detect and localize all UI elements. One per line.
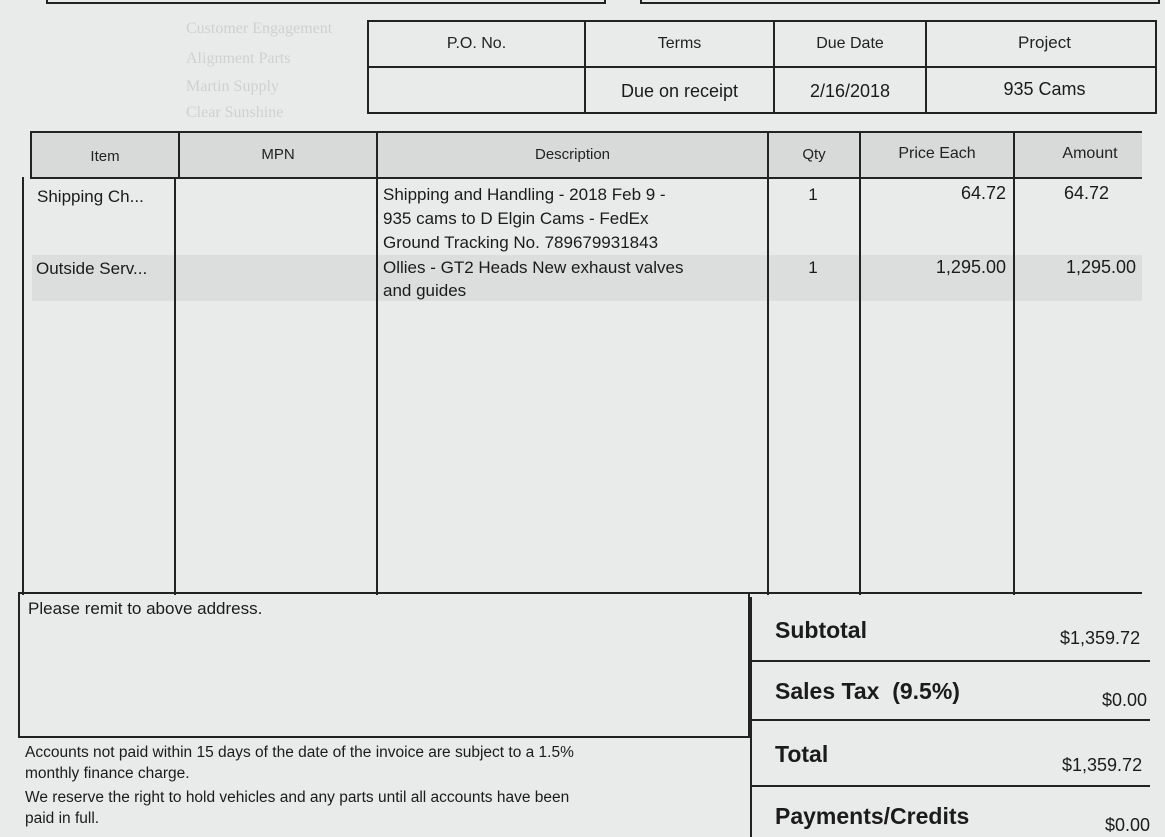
description-line: Ground Tracking No. 789679931843 — [383, 233, 659, 252]
price-each-column-header: Price Each — [898, 145, 976, 162]
subtotal-value: $1,359.72 — [1060, 628, 1141, 648]
total-label: Total — [775, 741, 829, 767]
payments-credits-value: $0.00 — [1105, 815, 1151, 835]
subtotal-label: Subtotal — [775, 617, 867, 643]
bleed-text-1: Customer Engagement — [186, 20, 333, 37]
top-left-box-edge — [46, 0, 606, 4]
qty-cell: 1 — [808, 258, 818, 277]
description-line: 935 cams to D Elgin Cams - FedEx — [383, 209, 649, 228]
item-cell: Outside Serv... — [36, 259, 148, 278]
project-value: 935 Cams — [1003, 79, 1086, 99]
sales-tax-label: Sales Tax (9.5%) — [775, 678, 960, 704]
price-each-cell: 1,295.00 — [935, 257, 1006, 277]
qty-cell: 1 — [808, 185, 818, 204]
po-number-header: P.O. No. — [446, 35, 507, 52]
due-date-header: Due Date — [816, 35, 884, 52]
bleed-text-4: Clear Sunshine — [186, 104, 284, 121]
terms-note-line: Accounts not paid within 15 days of the date of the invoice are subject to a 1.5% — [25, 744, 574, 761]
terms-header: Terms — [657, 35, 702, 52]
amount-cell: 1,295.00 — [1066, 257, 1137, 277]
mpn-column-header: MPN — [261, 146, 295, 163]
price-each-cell: 64.72 — [960, 183, 1006, 203]
description-line: Shipping and Handling - 2018 Feb 9 - — [383, 185, 666, 204]
description-line: Ollies - GT2 Heads New exhaust valves — [383, 258, 684, 277]
due-date-value: 2/16/2018 — [809, 81, 891, 101]
project-header: Project — [1018, 33, 1071, 52]
terms-note-line: paid in full. — [25, 810, 100, 827]
item-column-header: Item — [90, 148, 120, 165]
amount-column-header: Amount — [1062, 145, 1118, 162]
qty-column-header: Qty — [802, 146, 826, 163]
amount-cell: 64.72 — [1064, 183, 1110, 203]
total-value: $1,359.72 — [1062, 755, 1143, 775]
description-column-header: Description — [534, 146, 611, 163]
terms-note-line: monthly finance charge. — [25, 765, 190, 782]
remit-note: Please remit to above address. — [28, 599, 263, 618]
description-line: and guides — [383, 281, 467, 300]
top-right-box-edge — [640, 0, 1160, 4]
bleed-text-3: Martin Supply — [186, 78, 279, 95]
terms-note-line: We reserve the right to hold vehicles and any parts until all accounts have been — [25, 789, 570, 806]
terms-value: Due on receipt — [620, 81, 739, 101]
item-cell: Shipping Ch... — [37, 187, 144, 206]
sales-tax-value: $0.00 — [1102, 690, 1148, 710]
bleed-text-2: Alignment Parts — [186, 50, 291, 67]
payments-credits-label: Payments/Credits — [775, 803, 970, 829]
